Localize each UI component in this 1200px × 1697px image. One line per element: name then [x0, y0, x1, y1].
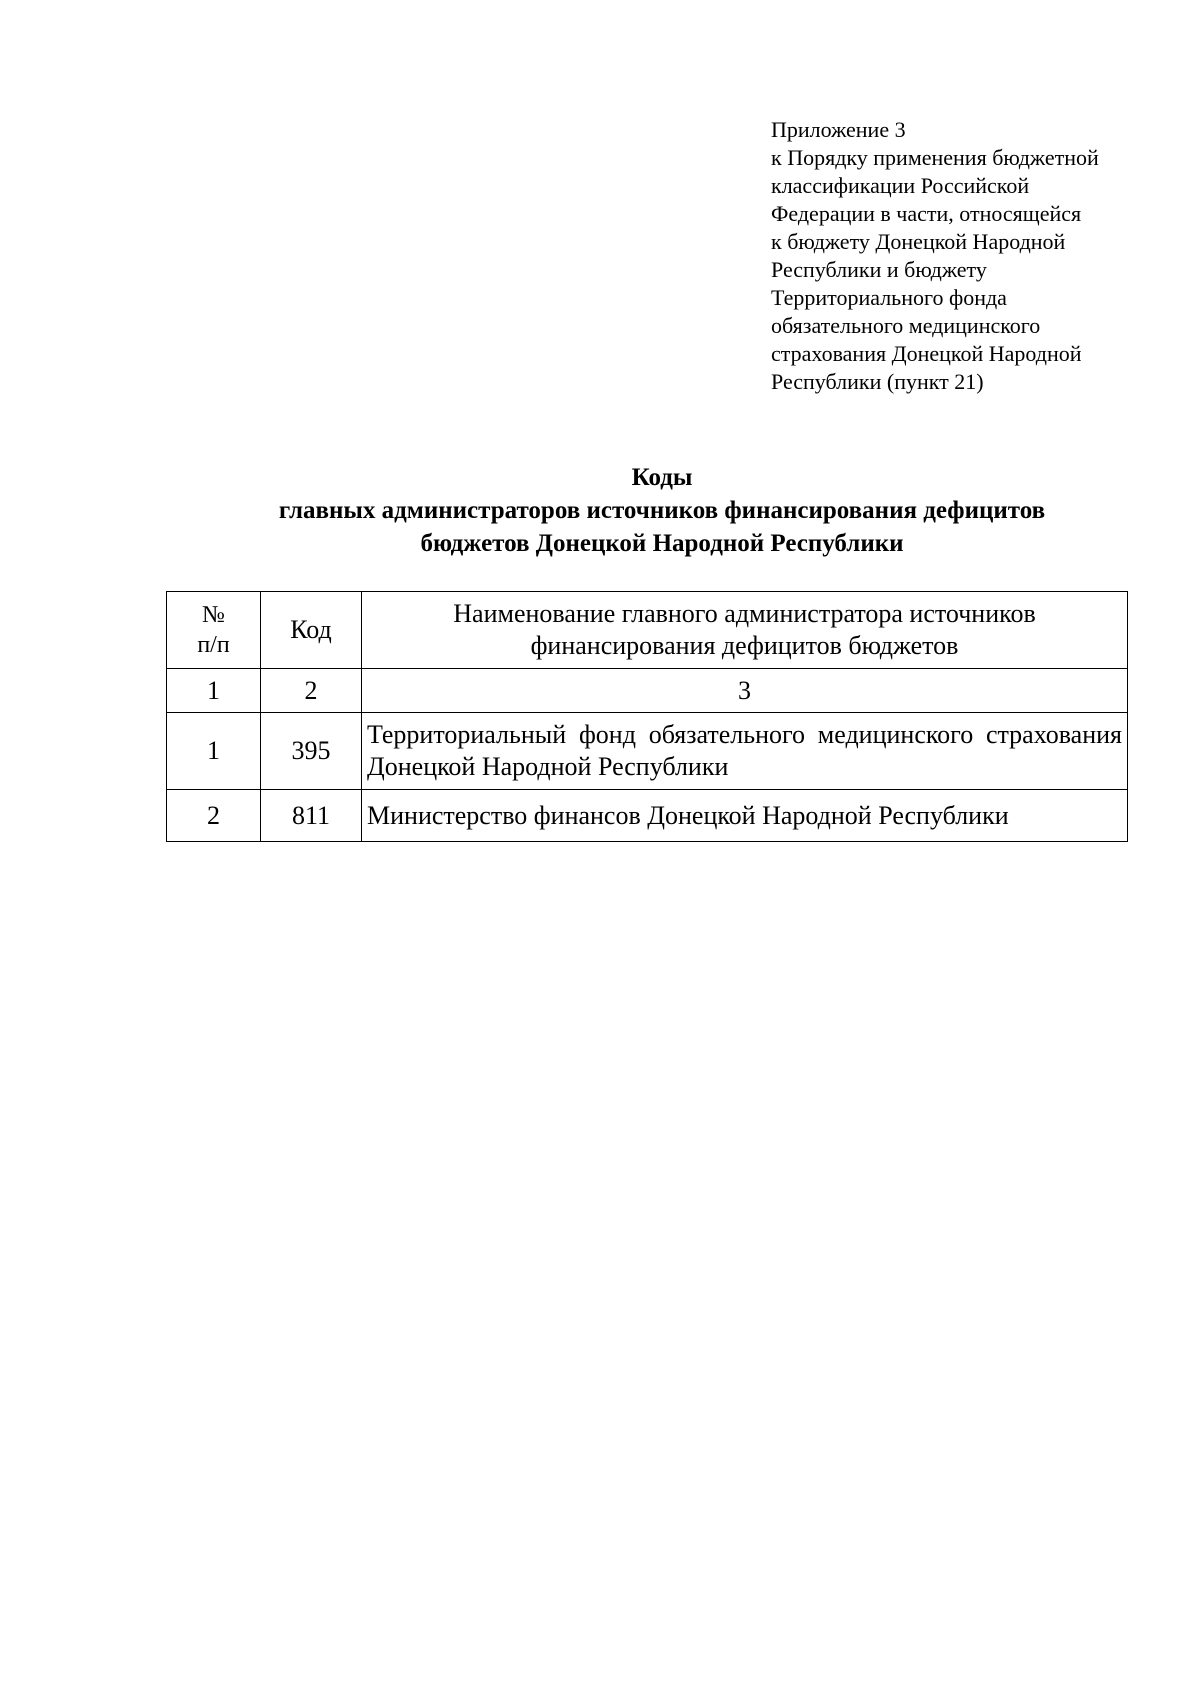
header-name-line: финансирования дефицитов бюджетов [530, 631, 959, 660]
index-cell: 3 [362, 669, 1128, 713]
header-num [167, 592, 261, 669]
appendix-line: к Порядку применения бюджетной [771, 145, 1099, 170]
row-num: 2 [167, 790, 261, 842]
row-num: 1 [167, 713, 261, 790]
header-name [362, 592, 1128, 669]
header-num-symbol: № [202, 602, 225, 628]
table-row [167, 713, 1128, 790]
table-index-row [167, 669, 1128, 713]
appendix-line: к бюджету Донецкой Народной [771, 229, 1066, 254]
codes-table [166, 591, 1128, 842]
appendix-reference [771, 116, 1171, 396]
appendix-line: классификации Российской [771, 173, 1030, 198]
index-cell: 2 [261, 669, 362, 713]
appendix-line: обязательного медицинского [771, 313, 1041, 338]
header-code: Код [261, 592, 362, 669]
title-line: главных администраторов источников финансирования дефицитов [278, 497, 1046, 524]
header-name-line: Наименование главного администратора источников [453, 599, 1036, 628]
appendix-line: Федерации в части, относящейся [771, 201, 1082, 226]
index-cell: 1 [167, 669, 261, 713]
row-name: Территориальный фонд обязательного медицинского страхования Донецкой Народной Республики [362, 713, 1128, 790]
title-line: Коды [631, 464, 693, 491]
appendix-line: Приложение 3 [771, 117, 906, 142]
row-code: 395 [261, 713, 362, 790]
appendix-line: Республики (пункт 21) [771, 369, 984, 394]
table-row [167, 790, 1128, 842]
row-name: Министерство финансов Донецкой Народной Республики [362, 790, 1128, 842]
appendix-line: Республики и бюджету [771, 257, 987, 282]
appendix-line: страхования Донецкой Народной [771, 341, 1082, 366]
appendix-line: Территориального фонда [771, 285, 1007, 310]
title-line: бюджетов Донецкой Народной Республики [420, 530, 904, 557]
table-header-row [167, 592, 1128, 669]
header-num-abbr: п/п [197, 632, 230, 658]
document-title [166, 461, 1158, 560]
row-code: 811 [261, 790, 362, 842]
